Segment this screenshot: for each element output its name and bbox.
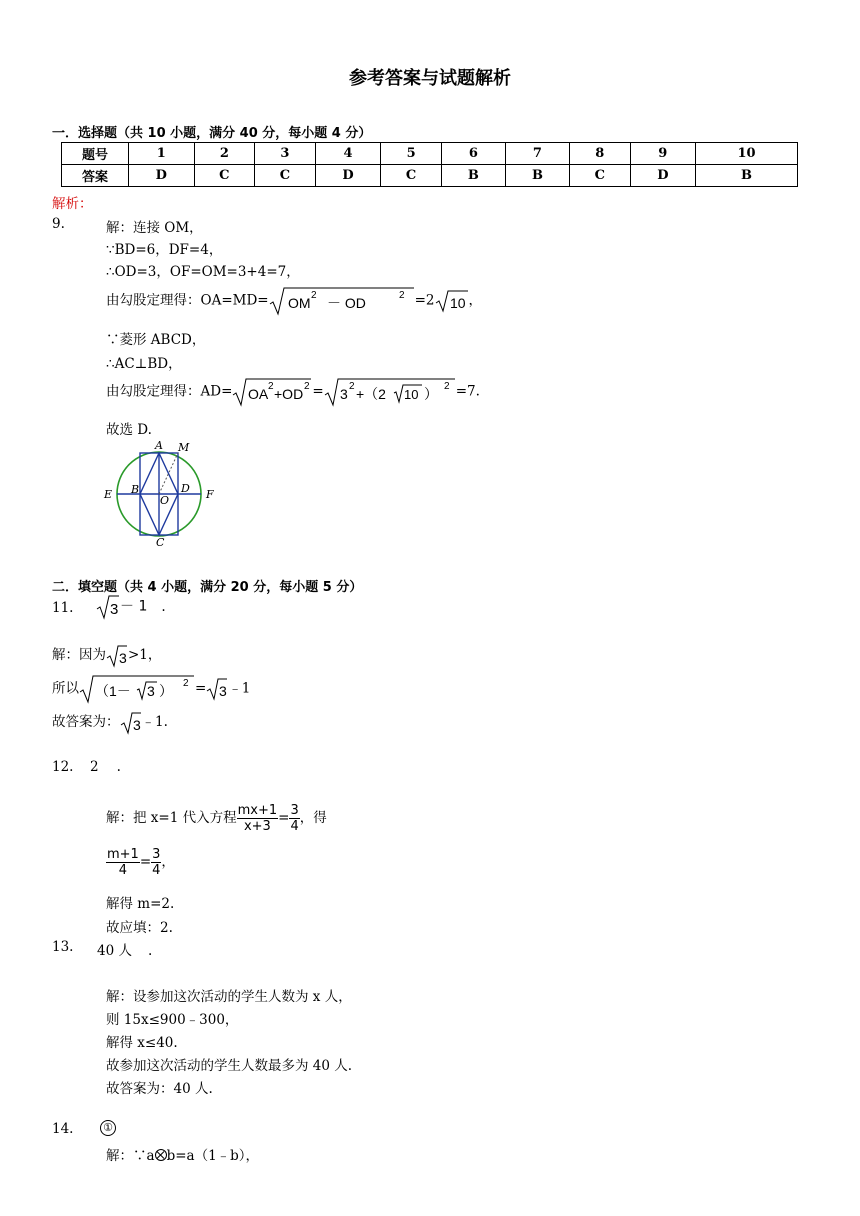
table-cell: 9 [630, 143, 696, 165]
text: 解：因为 [52, 647, 106, 663]
radical [435, 289, 469, 313]
exp: 2 [304, 381, 310, 392]
radical-sign-icon [106, 644, 128, 668]
radical-sign-icon [435, 289, 469, 313]
radical-sign-icon [269, 286, 415, 316]
table-header-answer: 答案 [62, 165, 129, 187]
text: = [195, 680, 207, 697]
text: 由勾股定理得：AD= [106, 383, 233, 400]
text: 所以 [52, 680, 79, 697]
q9-line7 [106, 377, 480, 407]
q14-answer [100, 1119, 116, 1136]
table-cell: 7 [505, 143, 569, 165]
exp: 2 [310, 290, 317, 301]
page-title: 参考答案与试题解析 [349, 68, 511, 89]
text: 解：把 x=1 代入方程 [106, 810, 237, 826]
exp: 2 [443, 381, 450, 392]
text: = [278, 810, 290, 826]
radical [120, 711, 142, 735]
exp: 2 [268, 381, 274, 392]
radical [79, 674, 195, 704]
table-row-numbers [62, 143, 798, 165]
radical-term2: +OD [274, 386, 304, 402]
q9-line2: ∵BD=6，DF=4， [106, 242, 223, 258]
table-cell: D [129, 165, 195, 187]
q11-line3 [52, 710, 168, 735]
q14-line1 [106, 1144, 259, 1164]
label-a: A [155, 439, 163, 452]
radical-term2: － OD [326, 295, 366, 311]
numerator: 3 [152, 847, 161, 862]
label-d: D [181, 482, 190, 495]
q13-line5: 故答案为：40 人. [106, 1081, 213, 1097]
circled-one: ① [100, 1120, 116, 1136]
analysis-label: 解析： [52, 196, 93, 212]
text: ， [161, 854, 175, 870]
table-cell: 1 [129, 143, 195, 165]
text: = [312, 383, 324, 400]
text: 故答案为： [52, 714, 120, 730]
text: =7. [455, 383, 480, 400]
table-cell: C [194, 165, 255, 187]
exp: 2 [348, 381, 355, 392]
numerator: m+1 [107, 847, 139, 862]
q9-line5: ∵菱形 ABCD， [106, 332, 206, 348]
table-cell: 2 [194, 143, 255, 165]
table-cell: 10 [696, 143, 798, 165]
q12-answer [90, 759, 121, 775]
table-row-answers [62, 165, 798, 187]
rhombus-circle-figure [100, 438, 220, 550]
q11-answer [96, 594, 166, 620]
radicand: 3 [110, 601, 119, 618]
q9-line4 [106, 286, 482, 316]
label-o: O [160, 494, 170, 507]
radical [232, 377, 312, 407]
section2-heading: 二．填空题（共 4 小题，满分 20 分，每小题 5 分） [52, 580, 363, 595]
q13-line3: 解得 x≤40. [106, 1035, 178, 1051]
label-b: B [131, 483, 140, 496]
text: . [147, 943, 153, 959]
text: b=a（1﹣b）， [166, 1148, 260, 1164]
radicand: 3 [132, 716, 141, 733]
radical-sign-icon [232, 377, 312, 407]
q9-number: 9. [52, 216, 65, 232]
text: － 1 [120, 598, 148, 615]
q9-line1: 解：连接 OM， [106, 220, 203, 236]
radical-sign-icon [96, 594, 120, 620]
table-cell: C [569, 165, 630, 187]
radicand: 3 [219, 683, 228, 699]
q13-line2: 则 15x≤900﹣300， [106, 1012, 239, 1028]
radical-term1: 3 [339, 386, 348, 402]
exp: 2 [398, 290, 405, 301]
table-cell: 4 [315, 143, 381, 165]
radical [206, 677, 228, 701]
table-cell: C [381, 165, 442, 187]
table-cell: B [441, 165, 505, 187]
text: 解：∵a [106, 1148, 155, 1164]
radical [96, 594, 120, 620]
numerator: 3 [290, 803, 299, 818]
fraction [106, 848, 140, 877]
fraction [151, 848, 161, 877]
q11-number: 11. [52, 600, 74, 616]
radicand: 3 [119, 649, 127, 666]
label-m: M [178, 441, 190, 454]
paren: ） [159, 683, 173, 699]
table-cell: B [505, 165, 569, 187]
q12-line3: 解得 m=2. [106, 896, 175, 912]
text: 由勾股定理得：OA=MD= [106, 292, 269, 309]
text: 40 人 [97, 943, 132, 959]
q12-line1 [106, 804, 327, 833]
table-cell: D [315, 165, 381, 187]
radicand: 3 [147, 683, 155, 699]
text: . [161, 598, 166, 615]
text: = [139, 854, 152, 870]
label-f: F [206, 488, 214, 501]
table-header-question: 题号 [62, 143, 129, 165]
radicand: 10 [449, 295, 466, 311]
text: 2 [90, 759, 99, 775]
q13-number: 13. [52, 939, 74, 955]
q11-line1 [52, 643, 161, 668]
q12-number: 12. [52, 759, 74, 775]
text: >1， [128, 647, 162, 663]
text: . [116, 759, 121, 775]
radical-term2: +（2 [355, 386, 386, 402]
radical-sign-icon [206, 677, 228, 701]
q13-line4: 故参加这次活动的学生人数最多为 40 人. [106, 1058, 353, 1074]
q9-line3: ∴OD=3，OF=OM=3+4=7， [106, 264, 300, 280]
denominator: 4 [118, 863, 128, 878]
denominator: 4 [152, 863, 161, 878]
text: ﹣1 [228, 680, 251, 697]
radical-sign-icon [120, 711, 142, 735]
answer-table [61, 142, 798, 187]
radicand: 10 [403, 387, 419, 402]
table-cell: 8 [569, 143, 630, 165]
table-cell: D [630, 165, 696, 187]
q13-line1: 解：设参加这次活动的学生人数为 x 人， [106, 989, 352, 1005]
fraction [237, 804, 279, 833]
radical-sign-icon [324, 377, 456, 407]
table-cell: 3 [255, 143, 316, 165]
label-e: E [104, 488, 113, 501]
radical-term1: （1－ [95, 683, 131, 699]
q13-answer [97, 939, 152, 959]
q11-line2 [52, 674, 250, 704]
denominator: 4 [290, 819, 299, 834]
text: ，得 [299, 810, 327, 826]
label-c: C [156, 536, 165, 549]
q9-line8: 故选 D. [106, 422, 152, 438]
radical [269, 286, 415, 316]
table-cell: C [255, 165, 316, 187]
paren: ） [423, 386, 438, 402]
table-cell: 6 [441, 143, 505, 165]
radical-sign-icon [79, 674, 195, 704]
fraction [289, 804, 299, 833]
denominator: x+3 [243, 819, 271, 834]
radical-term1: OM [287, 295, 311, 311]
section1-heading: 一．选择题（共 10 小题，满分 40 分，每小题 4 分） [52, 126, 372, 141]
q12-line4: 故应填：2. [106, 920, 173, 936]
text: ﹣1. [141, 714, 168, 730]
radical [106, 644, 128, 668]
q9-line6: ∴AC⊥BD， [106, 356, 182, 372]
exp: 2 [183, 678, 189, 689]
table-cell: 5 [381, 143, 442, 165]
radical [324, 377, 456, 407]
numerator: mx+1 [237, 803, 278, 818]
text: =2 [414, 292, 435, 309]
radical-term1: OA [248, 386, 269, 402]
otimes-icon [155, 1149, 167, 1161]
q14-number: 14. [52, 1121, 74, 1137]
q12-line2 [106, 848, 175, 877]
table-cell: B [696, 165, 798, 187]
text: ， [468, 292, 482, 309]
